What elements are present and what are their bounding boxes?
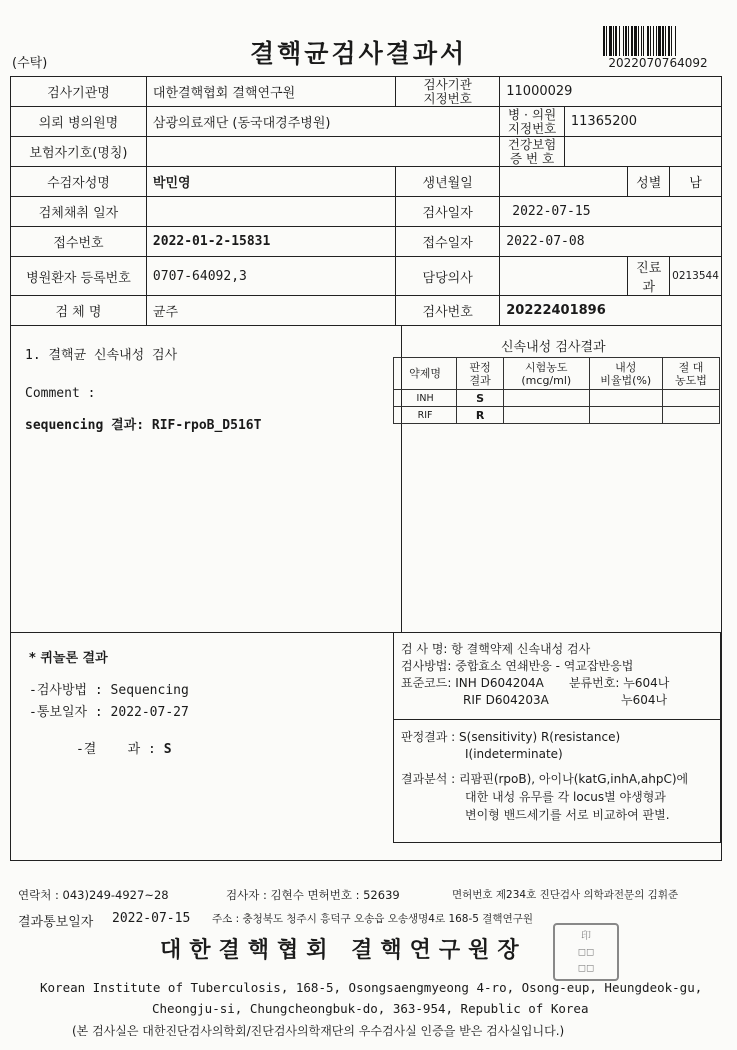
patient-label: 수검자성명	[11, 167, 147, 197]
drug-cell: RIF	[394, 407, 457, 424]
exam-date-value: 2022-07-15	[500, 197, 722, 227]
report-date-label: 결과통보일자	[18, 915, 94, 930]
empty-cell	[589, 407, 662, 424]
exam-no-value: 20222401896	[500, 296, 722, 326]
empty-cell	[504, 407, 590, 424]
analysis-line-3: 변이형 밴드세기를 서로 비교하여 판별.	[465, 808, 670, 822]
english-address-2: Cheongju-si, Chungcheongbuk-do, 363-954, Republic of Korea	[152, 1001, 589, 1016]
method-section	[393, 633, 721, 843]
susceptibility-title: 신속내성 검사결과	[501, 340, 606, 355]
col-drug: 약제명	[394, 358, 457, 390]
address: 주소 : 충청북도 청주시 흥덕구 오송읍 오송생명4로 168-5 결핵연구원	[212, 913, 534, 925]
exam-date-label: 검사일자	[396, 197, 500, 227]
contact: 연락처 : 043)249-4927~28	[18, 888, 169, 902]
result-value: S	[163, 742, 172, 757]
table-row	[394, 407, 720, 424]
col-conc: 시험농도 (mcg/ml)	[504, 358, 590, 390]
patient-name: 박민영	[146, 167, 395, 197]
hospital-label: 의뢰 병의원명	[11, 107, 147, 137]
receipt-no-value: 2022-01-2-15831	[146, 227, 395, 257]
receipt-no-label: 접수번호	[11, 227, 147, 257]
hospital-code-value: 11365200	[564, 107, 721, 137]
empty-cell	[589, 390, 662, 407]
insurance-label: 보험자기호(명칭)	[11, 137, 147, 167]
test-title: 1. 결핵균 신속내성 검사	[25, 348, 178, 363]
susceptibility-table	[393, 357, 720, 424]
contract-label: (수탁)	[12, 56, 48, 71]
quinolone-notice	[29, 701, 189, 720]
agency-value: 대한결핵협회 결핵연구원	[146, 77, 395, 107]
registration-label: 병원환자 등록번호	[11, 257, 147, 296]
analysis-line-1: 결과분석 : 리팜핀(rpoB), 아이나(katG,inhA,ahpC)에	[401, 772, 689, 786]
report-date: 2022-07-15	[112, 911, 191, 926]
barcode-icon	[603, 26, 711, 56]
specialist: 면허번호 제234호 진단검사 의학과전문의 김휘준	[452, 889, 679, 901]
examiner: 검사자 : 김현수 면허번호 : 52639	[226, 888, 400, 902]
empty-cell	[662, 390, 719, 407]
notice-label: -통보일자 :	[29, 705, 103, 720]
table-row	[394, 390, 720, 407]
hospital-code-label: 병 · 의원 지정번호	[500, 107, 565, 137]
insurance-value	[146, 137, 499, 167]
english-address-1: Korean Institute of Tuberculosis, 168-5, Osongsaengmyeong 4-ro, Osong-eup, Heungdeok-gu,	[40, 980, 703, 995]
health-no-value	[564, 137, 721, 167]
col-ratio: 내성 비율법(%)	[589, 358, 662, 390]
method-label: -검사방법 :	[29, 683, 103, 698]
empty-cell	[504, 390, 590, 407]
method-line-1: 검 사 명: 항 결핵약제 신속내성 검사	[401, 642, 591, 656]
method-line-4b: 누604나	[621, 693, 668, 707]
receipt-date-label: 접수일자	[396, 227, 500, 257]
quinolone-method	[29, 679, 189, 698]
collect-date-value	[146, 197, 395, 227]
drug-cell: INH	[394, 390, 457, 407]
barcode-number: 2022070764092	[608, 56, 708, 70]
patient-info-table	[10, 76, 722, 326]
receipt-date-value: 2022-07-08	[500, 227, 722, 257]
exam-no-label: 검사번호	[396, 296, 500, 326]
registration-value: 0707-64092,3	[146, 257, 395, 296]
document-title: 결핵균검사결과서	[250, 39, 468, 68]
specimen-value: 균주	[146, 296, 395, 326]
method-line-2: 검사방법: 중합효소 연쇄반응 - 역교잡반응법	[401, 659, 634, 673]
collect-date-label: 검체채취 일자	[11, 197, 147, 227]
doctor-value	[500, 257, 628, 296]
birth-label: 생년월일	[396, 167, 500, 197]
analysis-line-2: 대한 내성 유무를 각 locus별 야생형과	[465, 790, 666, 804]
result-cell: R	[457, 407, 504, 424]
result-label: -결 과 :	[75, 742, 156, 757]
method-line-3b: 분류번호: 누604나	[569, 676, 670, 690]
method-line-3a: 표준코드: INH D604204A	[401, 676, 544, 690]
quinolone-title: * 퀴놀론 결과	[29, 651, 108, 666]
result-panel	[10, 325, 722, 861]
agency-code-label: 검사기관 지정번호	[396, 77, 500, 107]
certification-note: (본 검사실은 대한진단검사의학회/진단검사의학재단의 우수검사실 인증을 받은 검사실입니다.)	[72, 1024, 565, 1038]
notice-value: 2022-07-27	[110, 705, 189, 720]
health-no-label: 건강보험 증 번 호	[500, 137, 565, 167]
result-cell: S	[457, 390, 504, 407]
comment-label: Comment :	[25, 386, 96, 401]
quinolone-section	[21, 633, 391, 863]
doctor-label: 담당의사	[396, 257, 500, 296]
sequencing-result: sequencing 결과: RIF-rpoB_D516T	[25, 418, 262, 433]
quinolone-result	[29, 723, 172, 772]
agency-code-value: 11000029	[500, 77, 722, 107]
method-value: Sequencing	[110, 683, 189, 698]
sex-label: 성별	[628, 167, 670, 197]
sex-value: 남	[670, 167, 722, 197]
col-judge: 판정 결과	[457, 358, 504, 390]
birth-value	[500, 167, 628, 197]
agency-label: 검사기관명	[11, 77, 147, 107]
organization-name: 대한결핵협회 결핵연구원장	[160, 937, 527, 963]
method-divider	[393, 719, 721, 720]
empty-cell	[662, 407, 719, 424]
specimen-label: 검 체 명	[11, 296, 147, 326]
hospital-value: 삼광의료재단 (동국대경주병원)	[146, 107, 499, 137]
dept-label: 진료과	[628, 257, 670, 296]
judge-line-2: I(indeterminate)	[465, 747, 563, 761]
official-seal-icon: 印 ◻◻ ◻◻	[553, 923, 619, 981]
dept-value: 0213544	[670, 257, 722, 296]
judge-line-1: 판정결과 : S(sensitivity) R(resistance)	[401, 730, 621, 744]
col-abs: 절 대 농도법	[662, 358, 719, 390]
method-line-4a: RIF D604203A	[463, 693, 549, 707]
